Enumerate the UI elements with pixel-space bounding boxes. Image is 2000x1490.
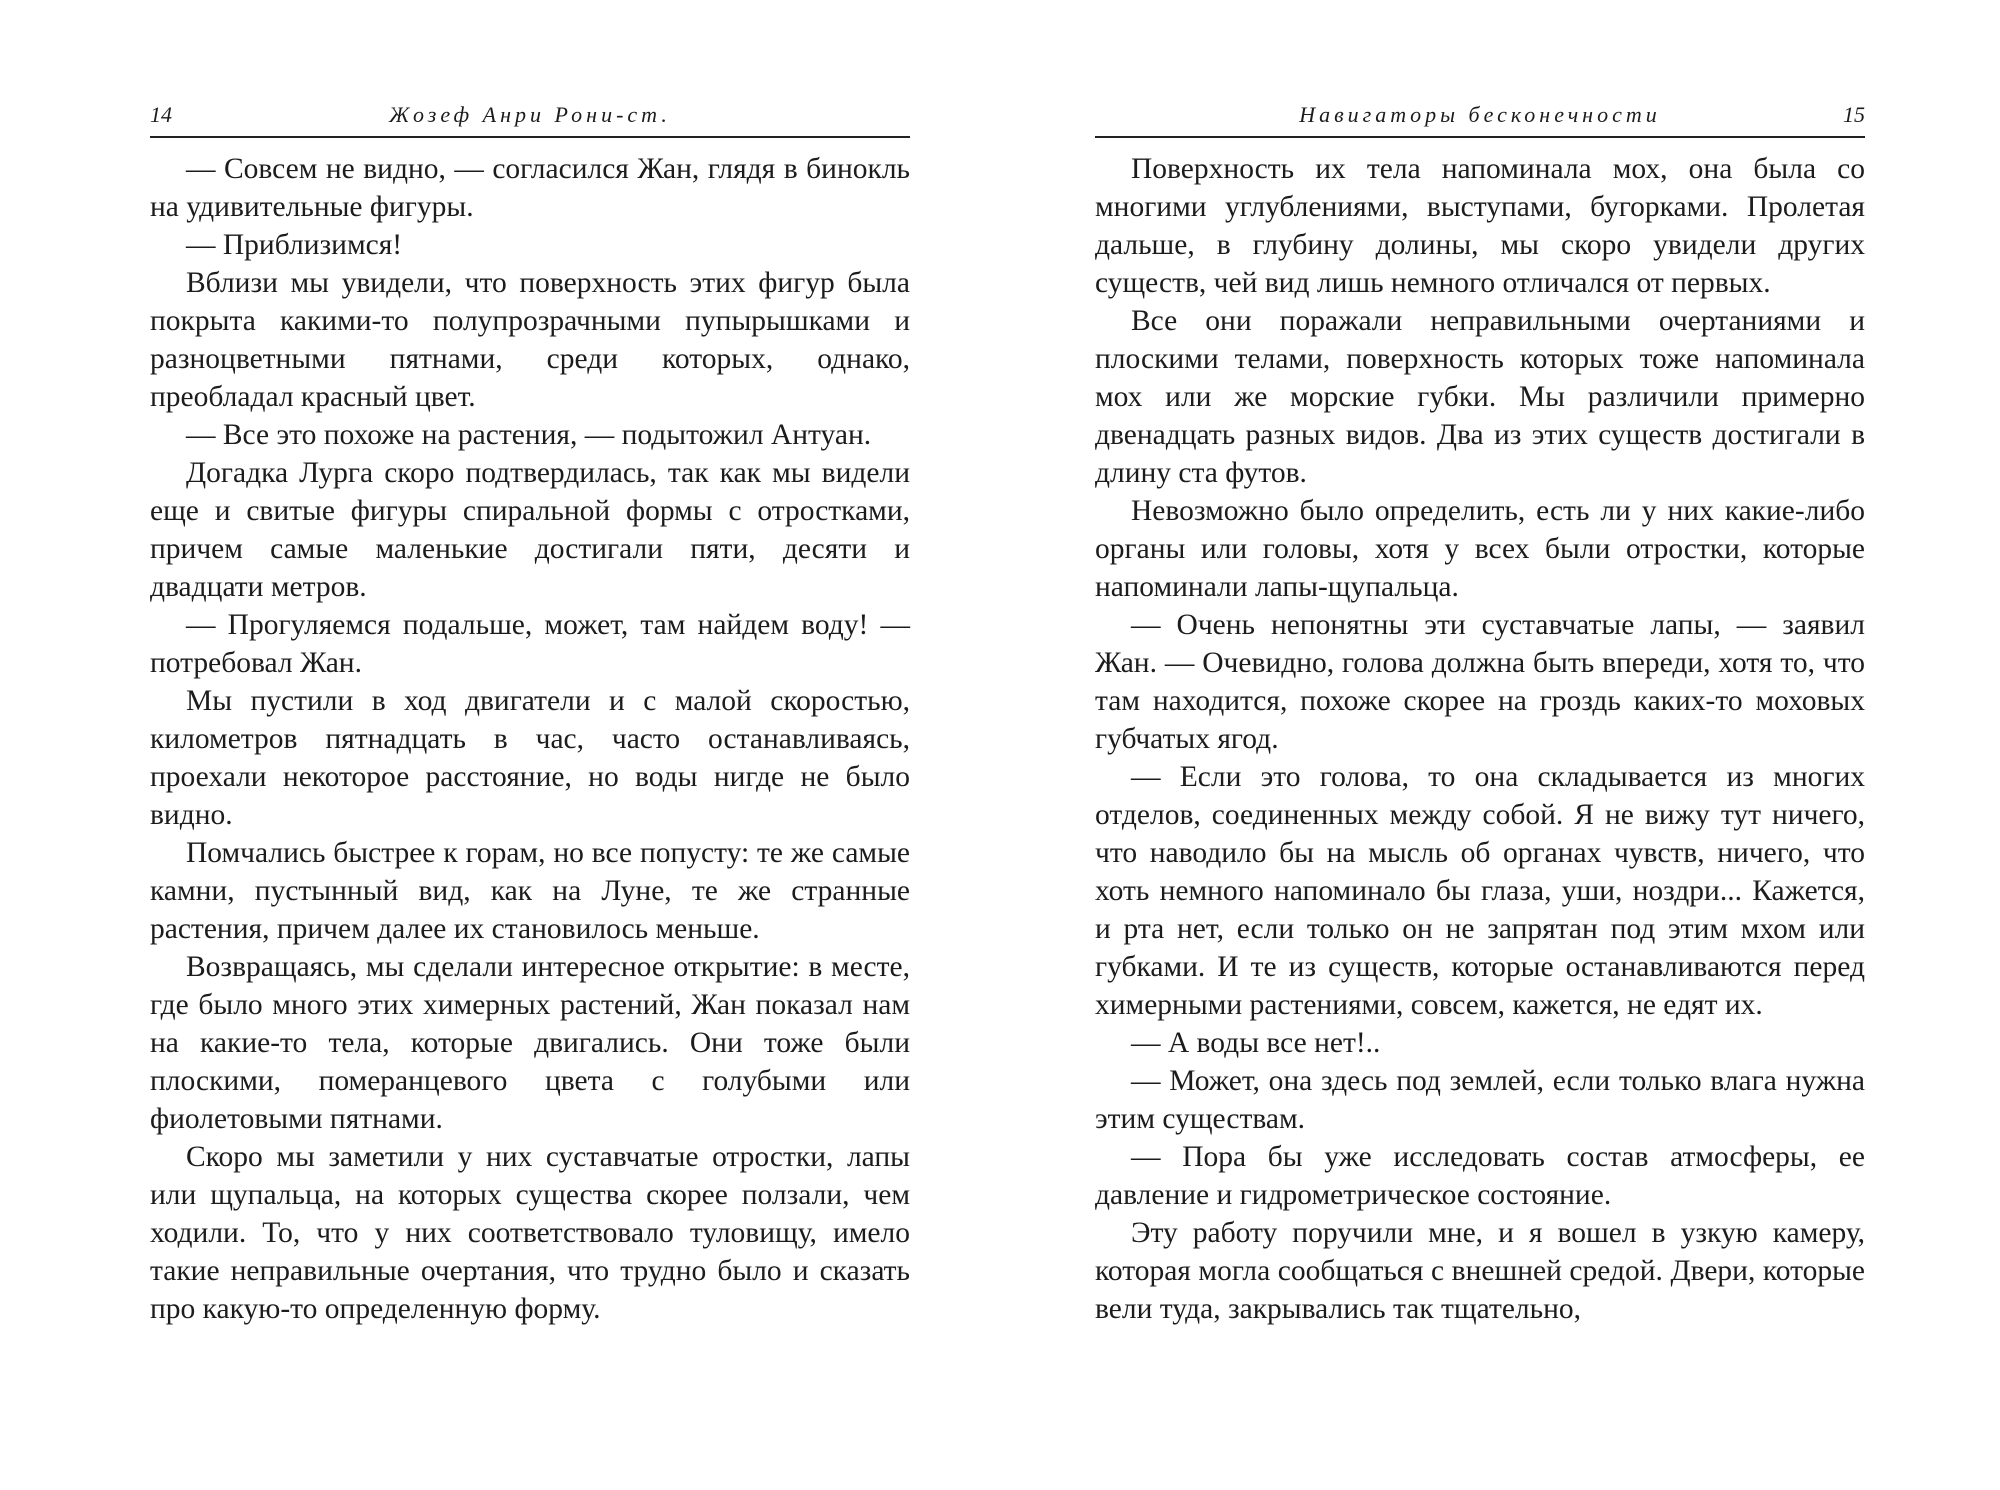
paragraph: Скоро мы заметили у них суставчатые отростки, лапы или щупальца, на которых существа скорее ползали, чем ходили. То, что у них соответствовало туловищу, имело такие неправильные очертания, что трудно было и сказать про какую-то определенную форму. [150,1141,910,1325]
left-page-text [150,150,910,1328]
paragraph: Невозможно было определить, есть ли у них какие-либо органы или головы, хотя у всех были отростки, которые напоминали лапы-щупальца. [1095,495,1865,603]
running-title: Навигаторы бесконечности [1299,102,1661,127]
paragraph: Помчались быстрее к горам, но все попусту: те же самые камни, пустынный вид, как на Луне, те же странные растения, причем далее их становилось меньше. [150,837,910,945]
paragraph: Все они поражали неправильными очертаниями и плоскими телами, поверхность которых тоже напоминала мох или же морские губки. Мы различили примерно двенадцать разных видов. Два из этих существ достигали в длину ста футов. [1095,305,1865,489]
paragraph: — А воды все нет!.. [1131,1027,1381,1059]
paragraph: Вблизи мы увидели, что поверхность этих фигур была покрыта какими-то полупрозрачными пупырышками и разноцветными пятнами, среди которых, однако, преобладал красный цвет. [150,267,910,413]
paragraph: — Очень непонятны эти суставчатые лапы, — заявил Жан. — Очевидно, голова должна быть впереди, хотя то, что там находится, похоже скорее на гроздь каких-то моховых губчатых ягод. [1095,609,1865,755]
right-page-text [1095,150,1865,1328]
paragraph: Мы пустили в ход двигатели и с малой скоростью, километров пятнадцать в час, часто останавливаясь, проехали некоторое расстояние, но воды нигде не было видно. [150,685,910,831]
paragraph: — Пора бы уже исследовать состав атмосферы, ее давление и гидрометрическое состояние. [1095,1141,1865,1211]
page-number: 15 [1843,102,1865,127]
paragraph: — Все это похоже на растения, — подытожил Антуан. [186,419,872,451]
left-running-head [150,96,910,138]
right-running-head [1095,96,1865,138]
paragraph: — Если это голова, то она складывается из многих отделов, соединенных между собой. Я не вижу тут ничего, что наводило бы на мысль об органах чувств, ничего, что хоть немного напоминало бы глаза, уши, ноздри... Кажется, и рта нет, если только он не запрятан под этим мхом или губками. И те из существ, которые останавливаются перед химерными растениями, совсем, кажется, не едят их. [1095,761,1865,1021]
paragraph: Догадка Лурга скоро подтвердилась, так как мы видели еще и свитые фигуры спиральной формы с отростками, причем самые маленькие достигали пяти, десяти и двадцати метров. [150,457,910,603]
right-page [1095,0,1865,1490]
paragraph: — Прогуляемся подальше, может, там найдем воду! — потребовал Жан. [150,609,910,679]
running-title: Жозеф Анри Рони-ст. [389,102,671,127]
paragraph: Возвращаясь, мы сделали интересное открытие: в месте, где было много этих химерных растений, Жан показал нам на какие-то тела, которые двигались. Они тоже были плоскими, померанцевого цвета с голубыми или фиолетовыми пятнами. [150,951,910,1135]
left-page [150,0,910,1490]
paragraph: Эту работу поручили мне, и я вошел в узкую камеру, которая могла сообщаться с внешней средой. Двери, которые вели туда, закрывались так тщательно, [1095,1217,1865,1325]
paragraph: — Может, она здесь под землей, если только влага нужна этим существам. [1095,1065,1865,1135]
paragraph: — Совсем не видно, — согласился Жан, глядя в бинокль на удивительные фигуры. [150,153,910,223]
paragraph: — Приблизимся! [186,229,403,261]
paragraph: Поверхность их тела напоминала мох, она была со многими углублениями, выступами, бугорками. Пролетая дальше, в глубину долины, мы скоро увидели других существ, чей вид лишь немного отличался от первых. [1095,153,1865,299]
page-number: 14 [150,102,172,127]
